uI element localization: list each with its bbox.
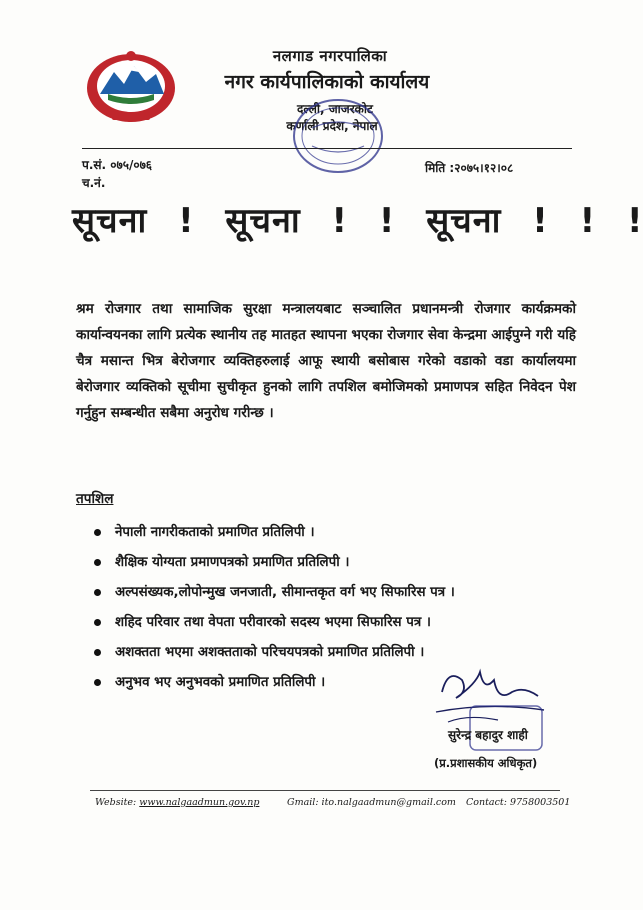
dispatch-number: च.नं. (82, 176, 106, 190)
requirement-text: अनुभव भए अनुभवको प्रमाणित प्रतिलिपी । (115, 675, 326, 690)
details-heading: तपशिल (76, 491, 114, 507)
requirement-text: शहिद परिवार तथा वेपता परीवारको सदस्य भएमा सिफारिस पत्र । (115, 615, 432, 630)
footer-divider (90, 790, 560, 791)
website-link[interactable]: www.nalgaadmun.gov.np (139, 797, 260, 808)
office-stamp-icon (290, 96, 386, 176)
requirements-list (94, 518, 455, 698)
list-item (94, 638, 455, 668)
bullet-icon (94, 619, 101, 626)
nepal-emblem-icon (82, 48, 180, 126)
website-label: Website: (95, 797, 137, 808)
bullet-icon (94, 589, 101, 596)
reference-number: प.सं. ०७५/०७६ (82, 158, 153, 172)
bullet-icon (94, 679, 101, 686)
notice-body: श्रम रोजगार तथा सामाजिक सुरक्षा मन्त्रालयबाट सञ्चालित प्रधानमन्त्री रोजगार कार्यक्रमको कार्यान्वयनका लागि प्रत्येक स्थानीय तह मातहत स्थापना भएका रोजगार सेवा केन्द्रमा आईपुग्ने गरी यहि चैत्र मसान्त भित्र बेरोजगार व्यक्तिहरुलाई आफू स्थायी बसोबास गरेको वडाको वडा कार्यालयमा बेरोजगार व्यक्तिको सूचीमा सुचीकृत हुनको लागि तपशिल बमोजिमको प्रमाणपत्र सहित निवेदन पेश गर्नुहुन सम्बन्धीत सबैमा अनुरोध गरीन्छ । (76, 301, 576, 421)
footer-contact: Contact: 9758003501 (466, 797, 571, 808)
address-line-1: दल्ली, जाजरकोट (297, 102, 373, 116)
notice-date: मिति :२०७५।१२।०८ (425, 161, 514, 175)
notice-headline: सूचना ! सूचना ! ! सूचना ! ! ! (72, 201, 643, 241)
requirement-text: अल्पसंख्यक,लोपोन्मुख जनजाती, सीमान्तकृत वर्ग भए सिफारिस पत्र । (115, 585, 455, 600)
footer-email: Gmail: ito.nalgaadmun@gmail.com (287, 797, 456, 808)
list-item (94, 578, 455, 608)
list-item (94, 668, 455, 698)
signatory-designation: (प्र.प्रशासकीय अधिकृत) (434, 756, 538, 770)
list-item (94, 548, 455, 578)
address-line-2: कर्णाली प्रदेश, नेपाल (286, 119, 378, 133)
footer-website (95, 797, 259, 808)
requirement-text: शैक्षिक योग्यता प्रमाणपत्रको प्रमाणित प्रतिलिपी । (115, 555, 350, 570)
requirement-text: नेपाली नागरीकताको प्रमाणित प्रतिलिपी । (115, 525, 315, 540)
office-title: नगर कार्यपालिकाको कार्यालय (224, 71, 430, 93)
requirement-text: अशक्तता भएमा अशक्तताको परिचयपत्रको प्रमाणित प्रतिलिपी । (115, 645, 425, 660)
bullet-icon (94, 649, 101, 656)
signatory-name: सुरेन्द्र बहादुर शाही (448, 728, 528, 742)
list-item (94, 518, 455, 548)
header-divider (82, 148, 572, 149)
list-item (94, 608, 455, 638)
bullet-icon (94, 559, 101, 566)
organization-name: नलगाड नगरपालिका (272, 47, 388, 65)
bullet-icon (94, 529, 101, 536)
